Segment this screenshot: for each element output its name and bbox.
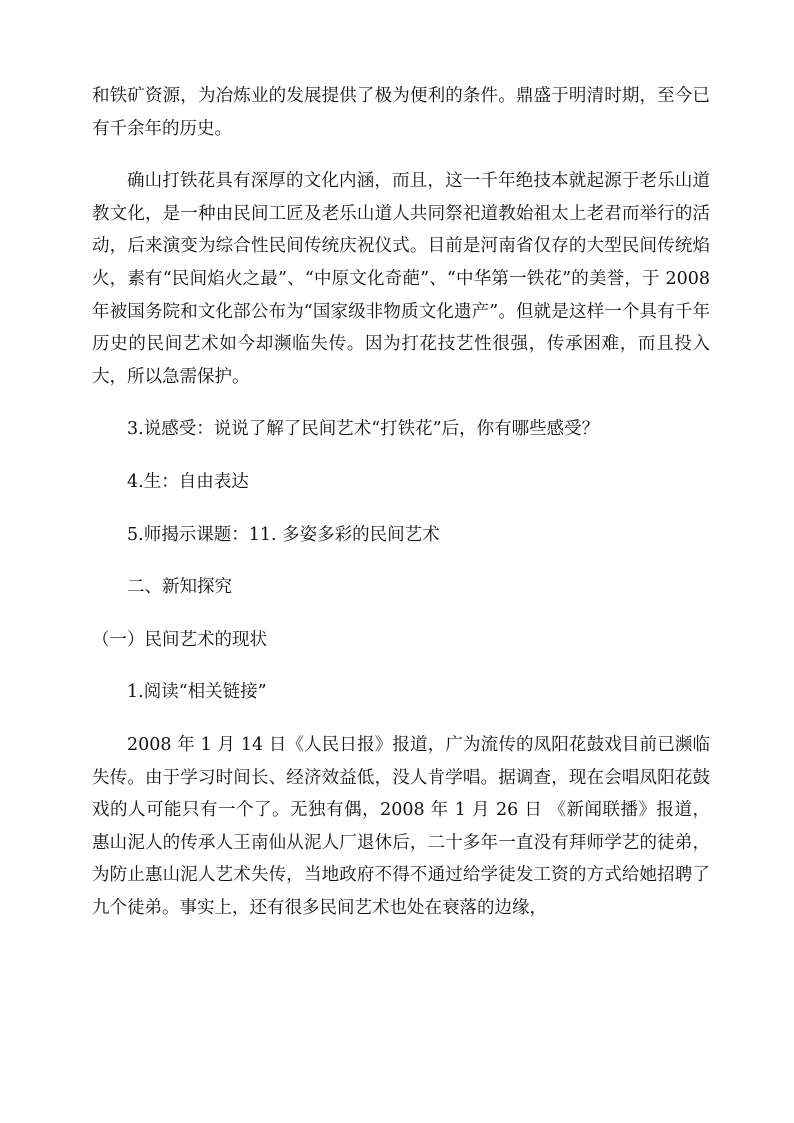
paragraph-iron-flower-culture: 确山打铁花具有深厚的文化内涵，而且，这一千年绝技本就起源于老乐山道教文化，是一种由民间工匠及老乐山道人共同祭祀道教始祖太上老君而举行的活动，后来演变为综合性民间传统庆祝仪式。目前是河南省仅存的大型民间传统焰火，素有“民间焰火之最”、“中原文化奇葩”、“中华第一铁花”的美誉，于 2008 年被国务院和文化部公布为“国家级非物质文化遗产”。但就是这样一个具有千年历史的民间艺术如今却濒临失传。因为打花技艺性很强，传承困难，而且投入大，所以急需保护。	[92, 171, 710, 387]
step-reveal-topic: 5.师揭示课题：11. 多姿多彩的民间艺术	[127, 524, 440, 545]
paragraph-news-report: 2008 年 1 月 14 日《人民日报》报道，广为流传的凤阳花鼓戏目前已濒临失传。由于学习时间长、经济效益低，没人肯学唱。据调查，现在会唱凤阳花鼓戏的人可能只有一个了。无独有偶，2008 年 1 月 26 日 《新闻联播》报道，惠山泥人的传承人王南仙从泥人厂退休后，二十多年一直没有拜师学艺的徒弟，为防止惠山泥人艺术失传，当地政府不得不通过给学徒发工资的方式给她招聘了九个徒弟。事实上，还有很多民间艺术也处在衰落的边缘，	[92, 734, 710, 918]
document-body	[92, 80, 710, 924]
step-free-expression: 4.生：自由表达	[127, 471, 249, 492]
subsection-heading-current-status: （一）民间艺术的现状	[92, 629, 267, 650]
section-heading-new-knowledge: 二、新知探究	[127, 577, 232, 598]
step-share-feelings: 3.说感受：说说了解了民间艺术“打铁花”后，你有哪些感受？	[127, 419, 600, 440]
paragraph-continuation: 和铁矿资源，为冶炼业的发展提供了极为便利的条件。鼎盛于明清时期，至今已有千余年的历史。	[92, 86, 710, 139]
step-read-related-links: 1.阅读“相关链接”	[127, 682, 267, 703]
